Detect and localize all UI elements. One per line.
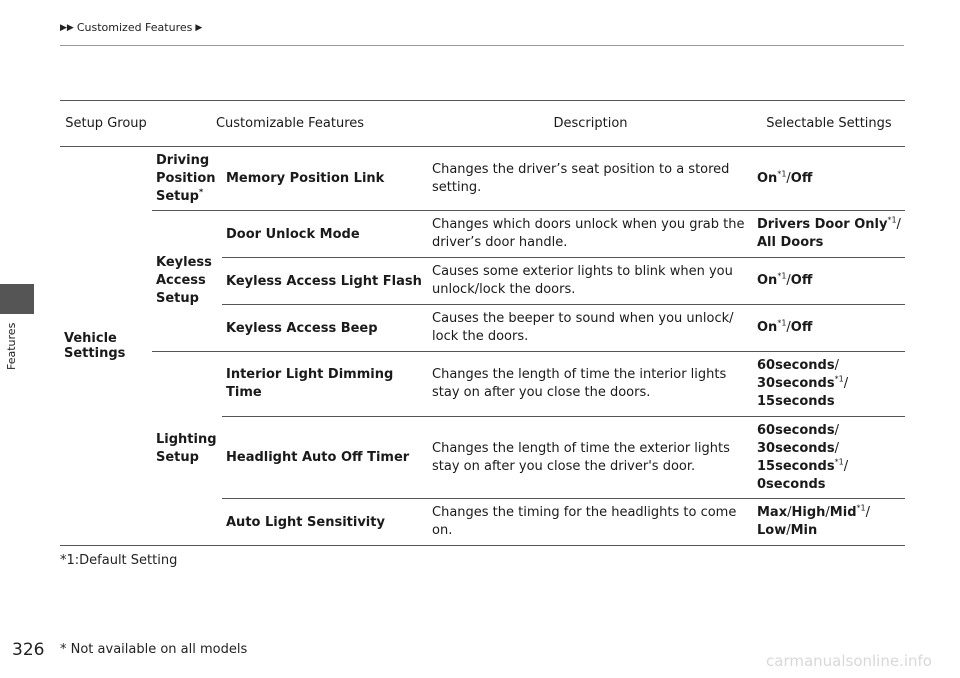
subgroup-keyless-access: Keyless Access Setup bbox=[152, 211, 222, 352]
default-marker: *1 bbox=[856, 503, 866, 513]
feature-name: Memory Position Link bbox=[222, 147, 428, 211]
default-marker: *1 bbox=[887, 215, 897, 225]
setting-option: Off bbox=[790, 273, 813, 288]
setting-option: All Doors bbox=[757, 235, 824, 250]
setting-option: 30seconds bbox=[757, 440, 835, 456]
feature-description: Changes which doors unlock when you grab the driver’s door handle. bbox=[428, 211, 753, 258]
breadcrumb-arrow-icon: ▶ bbox=[195, 22, 203, 33]
feature-settings: On$^{*1}$/Off bbox=[753, 147, 905, 211]
default-marker: *1 bbox=[834, 374, 844, 384]
header-selectable-settings: Selectable Settings bbox=[753, 101, 905, 147]
setting-option: Off bbox=[790, 320, 813, 335]
feature-description: Causes some exterior lights to blink when you unlock/lock the doors. bbox=[428, 258, 753, 305]
setting-option: Off bbox=[790, 170, 813, 186]
setting-option: Mid bbox=[829, 505, 857, 520]
feature-settings: Max/High/Mid$^{*1}$/ Low/Min bbox=[753, 499, 905, 546]
feature-name: Keyless Access Beep bbox=[222, 305, 428, 352]
setting-option: 30seconds bbox=[757, 376, 835, 391]
setting-option: High bbox=[791, 505, 826, 520]
setting-option: On bbox=[757, 170, 778, 186]
settings-table bbox=[60, 100, 905, 546]
feature-name: Interior Light Dimming Time bbox=[222, 352, 428, 417]
group-vehicle-settings: Vehicle Settings bbox=[60, 147, 152, 546]
feature-name: Door Unlock Mode bbox=[222, 211, 428, 258]
availability-note: * Not available on all models bbox=[60, 642, 248, 657]
breadcrumb bbox=[60, 21, 202, 34]
feature-description: Changes the length of time the interior lights stay on after you close the doors. bbox=[428, 352, 753, 417]
default-setting-footnote: *1:Default Setting bbox=[60, 553, 178, 568]
subgroup-driving-position bbox=[152, 147, 222, 211]
feature-settings: 60seconds/ 30seconds/ 15seconds$^{*1}$/ 0seconds bbox=[753, 417, 905, 499]
default-marker: *1 bbox=[777, 318, 787, 328]
setting-option: Drivers Door Only bbox=[757, 217, 888, 232]
feature-name: Auto Light Sensitivity bbox=[222, 499, 428, 546]
header-customizable-features: Customizable Features bbox=[152, 101, 428, 147]
default-marker: *1 bbox=[777, 271, 787, 281]
table-row bbox=[60, 147, 905, 211]
feature-description: Causes the beeper to sound when you unlock/ lock the doors. bbox=[428, 305, 753, 352]
setting-option: 60seconds bbox=[757, 358, 835, 373]
feature-description: Changes the timing for the headlights to come on. bbox=[428, 499, 753, 546]
section-label: Features bbox=[5, 322, 18, 370]
default-marker: *1 bbox=[834, 457, 844, 467]
feature-settings: On$^{*1}$/Off bbox=[753, 258, 905, 305]
breadcrumb-item[interactable]: Customized Features bbox=[76, 21, 193, 34]
subgroup-label: Driving Position Setup bbox=[156, 152, 216, 204]
subgroup-lighting: Lighting Setup bbox=[152, 352, 222, 546]
not-all-models-marker: * bbox=[198, 187, 204, 197]
page-number: 326 bbox=[12, 640, 45, 660]
setting-option: 60seconds bbox=[757, 422, 835, 438]
setting-option: 0seconds bbox=[757, 476, 826, 492]
table-row bbox=[60, 352, 905, 417]
table-row bbox=[60, 211, 905, 258]
feature-settings: Drivers Door Only$^{*1}$/ All Doors bbox=[753, 211, 905, 258]
feature-description: Changes the driver’s seat position to a stored setting. bbox=[428, 147, 753, 211]
feature-description: Changes the length of time the exterior lights stay on after you close the driver's door. bbox=[428, 417, 753, 499]
setting-option: On bbox=[757, 273, 778, 288]
setting-option: Min bbox=[790, 523, 818, 538]
default-marker: *1 bbox=[777, 169, 787, 179]
watermark: carmanualsonline.info bbox=[766, 652, 932, 670]
setting-option: On bbox=[757, 320, 778, 335]
setting-option: 15seconds bbox=[757, 394, 835, 409]
feature-settings: 60seconds/ 30seconds$^{*1}$/ 15seconds bbox=[753, 352, 905, 417]
table-header-row bbox=[60, 101, 905, 147]
header-rule bbox=[60, 45, 904, 46]
feature-name: Keyless Access Light Flash bbox=[222, 258, 428, 305]
header-description: Description bbox=[428, 101, 753, 147]
feature-name: Headlight Auto Off Timer bbox=[222, 417, 428, 499]
setting-option: 15seconds bbox=[757, 458, 835, 474]
setting-option: Max bbox=[757, 505, 788, 520]
setting-option: Low bbox=[757, 523, 787, 538]
feature-settings: On$^{*1}$/Off bbox=[753, 305, 905, 352]
breadcrumb-arrow-icon: ▶▶ bbox=[60, 22, 74, 33]
header-setup-group: Setup Group bbox=[60, 101, 152, 147]
